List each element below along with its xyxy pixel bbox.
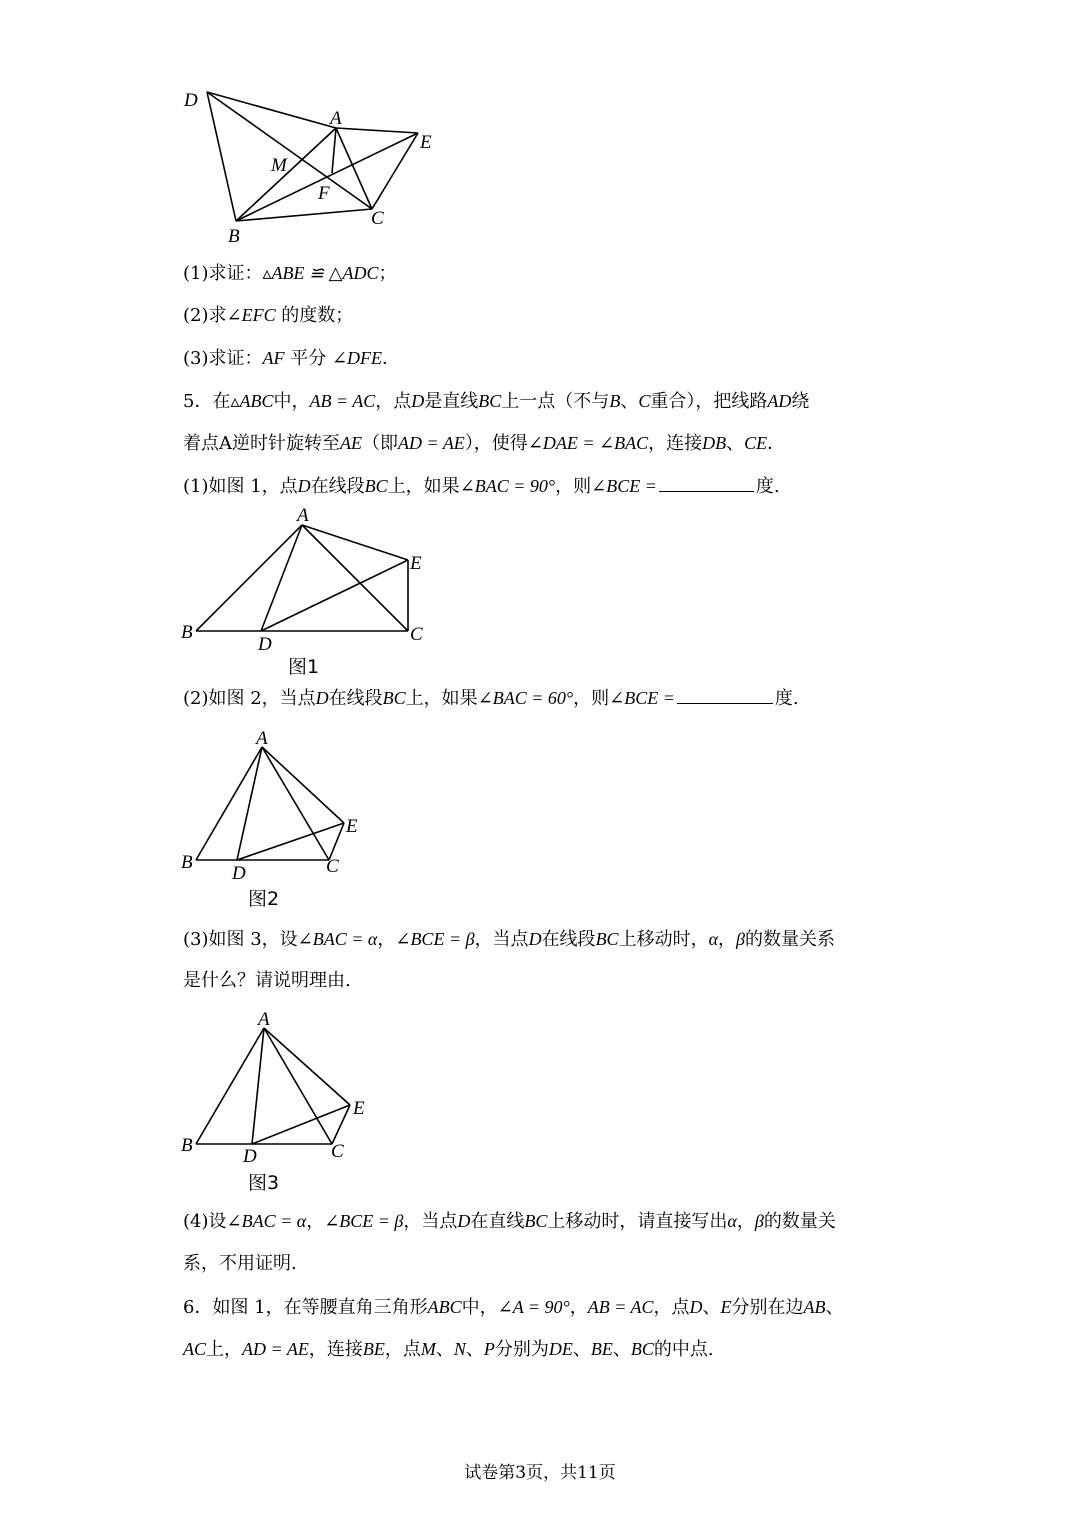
math: ∠BCE = β (395, 929, 475, 949)
text: ，连接 (308, 1339, 363, 1360)
math: ∠BAC = 60° (477, 688, 574, 708)
math: AC (183, 1339, 207, 1359)
fig2-label-b: B (181, 852, 193, 873)
text: 平分 (284, 348, 332, 369)
math: ∠BAC = 90° (459, 476, 556, 496)
math: D (528, 929, 542, 949)
math: AF (262, 348, 285, 368)
fig3-caption: 图3 (248, 1172, 280, 1194)
math: ∠BCE = (609, 688, 675, 708)
math: B (609, 391, 621, 411)
text: 是直线 (424, 391, 479, 412)
math: BC (630, 1339, 654, 1359)
text: ． (767, 433, 786, 454)
math: β (754, 1211, 764, 1231)
text: 在线段 (541, 929, 596, 950)
fig1-caption: 图1 (288, 656, 320, 678)
text: ， (377, 929, 396, 950)
fig3-label-e: E (353, 1098, 365, 1119)
math: BC (364, 476, 388, 496)
math: D (689, 1297, 703, 1317)
q5-part4-line2 (183, 1251, 930, 1277)
text: 在直线 (470, 1211, 525, 1232)
fig2-label-c: C (326, 856, 339, 877)
text: 是什么？请说明理由. (183, 970, 351, 991)
text: ，则 (555, 476, 592, 497)
math: D (411, 391, 425, 411)
text: 、 (702, 1297, 721, 1318)
text: ，点 (653, 1297, 690, 1318)
text: ），使得 (464, 433, 528, 454)
math: ▵ABC (230, 391, 274, 411)
text: ， (718, 929, 737, 950)
math: BC (595, 929, 619, 949)
math: D (315, 688, 329, 708)
math: AB = AC (587, 1297, 654, 1317)
text: 度. (755, 476, 780, 497)
text: ，当点 (474, 929, 529, 950)
text: (2)如图 2，当点 (183, 688, 316, 709)
text: (4)设 (183, 1211, 227, 1232)
math: AE (340, 433, 362, 453)
q6-line2 (183, 1336, 930, 1363)
text: 中， (461, 1297, 498, 1318)
text: 分别为 (494, 1339, 549, 1360)
q5-part4-line1 (183, 1208, 930, 1235)
text: ， (306, 1211, 325, 1232)
text: 在线段 (310, 476, 365, 497)
math: α (708, 929, 719, 949)
math: β (736, 929, 745, 949)
math: DB (702, 433, 727, 453)
text: ， (569, 1297, 588, 1318)
fig2-label-e: E (346, 816, 358, 837)
text: 系，不用证明. (183, 1253, 297, 1274)
text: ； (378, 263, 397, 284)
label-b: B (228, 226, 240, 247)
text: 度. (774, 688, 799, 709)
label-d: D (184, 90, 198, 111)
label-e: E (420, 132, 432, 153)
text: 上一点（不与 (501, 391, 610, 412)
text: 上，如果 (387, 476, 460, 497)
text: （即 (362, 433, 398, 454)
text: 中， (273, 391, 310, 412)
text: ， (736, 1211, 755, 1232)
text: 6．如图 1，在等腰直角三角形 (183, 1297, 428, 1318)
math: ∠BAC = α (297, 929, 378, 949)
math: ▵ABE ≌ △ADC (262, 263, 379, 283)
math: D (457, 1211, 471, 1231)
fig2-caption: 图2 (248, 888, 280, 910)
text: 、 (825, 1297, 844, 1318)
label-f: F (318, 183, 330, 204)
math: ∠BAC = α (226, 1211, 307, 1231)
math: E (720, 1297, 732, 1317)
math: AD (767, 391, 792, 411)
q6-line1 (183, 1294, 930, 1321)
math: ABC (427, 1297, 462, 1317)
math: ∠DAE = ∠BAC (527, 433, 649, 453)
text: (3)如图 3，设 (183, 929, 298, 950)
text: 、 (465, 1339, 484, 1360)
text: 的数量关 (763, 1211, 836, 1232)
math: BE (590, 1339, 613, 1359)
text: 上， (206, 1339, 243, 1360)
label-a: A (330, 108, 342, 129)
label-m: M (271, 155, 287, 176)
math: ∠BCE = β (324, 1211, 404, 1231)
math: P (483, 1339, 495, 1359)
math: C (638, 391, 651, 411)
text: 重合），把线路 (650, 391, 768, 412)
fig1-label-c: C (410, 624, 423, 645)
fig3-label-b: B (181, 1135, 193, 1156)
text: 5．在 (183, 391, 231, 412)
page-footer: 试卷第3页，共11页 (464, 1463, 616, 1483)
fig1-label-d: D (258, 634, 272, 655)
text: 在线段 (328, 688, 383, 709)
math: M (420, 1339, 436, 1359)
text: (1)求证： (183, 263, 263, 284)
math: BC (524, 1211, 548, 1231)
math: AD = AE (242, 1339, 309, 1359)
text: 的度数； (275, 305, 354, 326)
text: ，当点 (403, 1211, 458, 1232)
math: AB = AC (309, 391, 376, 411)
text: 上移动时， (618, 929, 709, 950)
text: 、 (572, 1339, 591, 1360)
text: ，点 (375, 391, 412, 412)
fig1-label-e: E (410, 553, 422, 574)
label-c: C (371, 208, 384, 229)
math: N (453, 1339, 466, 1359)
fig1-label-a: A (297, 505, 309, 526)
math: ∠BCE = (591, 476, 657, 496)
text: 上，如果 (405, 688, 478, 709)
text: 上移动时，请直接写出 (547, 1211, 728, 1232)
fig2-label-a: A (256, 728, 268, 749)
fig3-label-c: C (331, 1141, 344, 1162)
math: ∠DFE (331, 348, 383, 368)
math: α (727, 1211, 737, 1231)
text: 绕 (791, 391, 810, 412)
text: 、 (726, 433, 745, 454)
math: DE (548, 1339, 573, 1359)
text: 着点A逆时针旋转至 (183, 433, 340, 454)
math: ∠A = 90° (497, 1297, 570, 1317)
fig3-label-a: A (258, 1009, 270, 1030)
math: BC (382, 688, 406, 708)
text: 的数量关系 (745, 929, 835, 950)
math: CE (744, 433, 768, 453)
math: ∠EFC (226, 305, 276, 325)
math: D (297, 476, 311, 496)
text: (3)求证： (183, 348, 263, 369)
text: 、 (612, 1339, 631, 1360)
text: ． (382, 348, 401, 369)
text: 、 (620, 391, 639, 412)
text: 的中点. (653, 1339, 714, 1360)
text: ，点 (384, 1339, 421, 1360)
math: BE (362, 1339, 385, 1359)
text: ，连接 (648, 433, 703, 454)
math: BC (478, 391, 502, 411)
text: 、 (435, 1339, 454, 1360)
fig3-label-d: D (243, 1146, 257, 1167)
text: (2)求 (183, 305, 227, 326)
fig1-label-b: B (181, 622, 193, 643)
text: 分别在边 (731, 1297, 804, 1318)
math: AB (803, 1297, 826, 1317)
text: ，则 (573, 688, 610, 709)
math: AD = AE (398, 433, 465, 453)
fig2-label-d: D (232, 863, 246, 884)
text: (1)如图 1，点 (183, 476, 298, 497)
